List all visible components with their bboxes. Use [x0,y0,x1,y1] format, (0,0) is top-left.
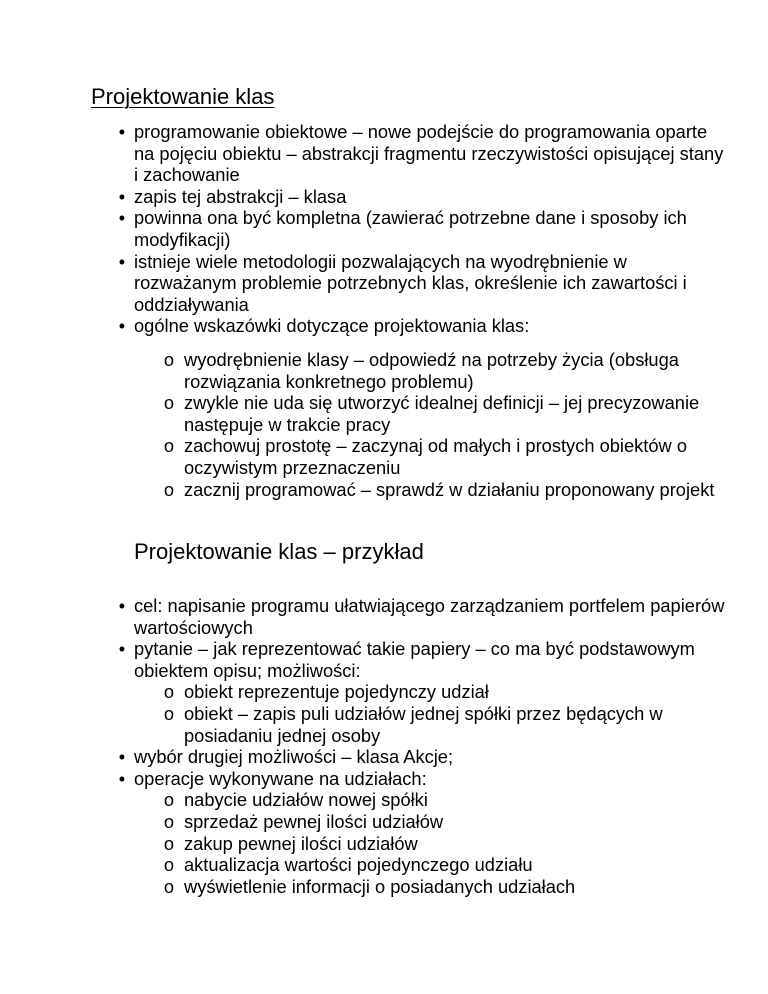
list-item-text: cel: napisanie programu ułatwiającego zarządzaniem portfelem papierów wartościowych [134,595,725,638]
bullet-list [0,121,768,337]
list-item-text: wybór drugiej możliwości – klasa Akcje; [134,746,454,768]
circle-bullet-icon: o [163,702,175,724]
list-item [0,746,768,768]
sub-list-item-text: wyświetlenie informacji o posiadanych udziałach [184,875,576,897]
sub-list-item-text: aktualizacja wartości pojedynczego udziału [184,854,533,876]
sub-list-item-text: zwykle nie uda się utworzyć idealnej definicji – jej precyzowanie następuje w trakcie pracy [184,392,700,435]
section-title: Projektowanie klas – przykład [134,539,424,564]
list-item [0,595,768,638]
bullet-list [0,595,768,897]
circle-bullet-icon: o [163,349,175,370]
sub-list-item-text: obiekt reprezentuje pojedynczy udział [184,681,489,703]
sub-list-item [0,833,728,855]
sub-list-item-text: zakup pewnej ilości udziałów [184,832,418,854]
sub-list-item [0,349,768,392]
bullet-icon: • [118,250,126,272]
sub-list-item [0,876,728,898]
sub-list-item [0,435,768,478]
circle-bullet-icon: o [163,681,175,703]
sub-list-item-text: obiekt – zapis puli udziałów jednej spółki przez będących w posiadaniu jednej osoby [184,702,663,746]
sub-list-item-text: zachowuj prostotę – zaczynaj od małych i prostych obiektów o oczywistym przeznaczeniu [184,435,687,478]
circle-bullet-icon: o [163,832,175,854]
list-item-text: istnieje wiele metodologii pozwalających na wyodrębnienie w rozważanym problemie potrzebnych klas, określenie ich zawartości i oddziaływania [134,250,687,315]
list-item [0,768,768,898]
list-item-text: programowanie obiektowe – nowe podejście do programowania oparte na pojęciu obiektu – abstrakcji fragmentu rzeczywistości opisującej stany i zachowanie [134,121,724,186]
circle-bullet-icon: o [163,810,175,832]
list-item-text: powinna ona być kompletna (zawierać potrzebne dane i sposoby ich modyfikacji) [134,207,687,250]
sub-list-item [0,681,728,703]
list-item-text: zapis tej abstrakcji – klasa [134,185,347,207]
list-item-text: ogólne wskazówki dotyczące projektowania klas: [134,315,530,337]
bullet-icon: • [118,185,126,207]
sub-list-item-text: sprzedaż pewnej ilości udziałów [184,810,444,832]
circle-bullet-icon: o [163,875,175,897]
list-item [0,121,768,186]
sub-list [134,789,728,897]
section-title: Projektowanie klas [91,84,275,109]
sub-list-item-text: wyodrębnienie klasy – odpowiedź na potrzeby życia (obsługa rozwiązania konkretnego problemu) [184,349,679,392]
sub-list-item-text: nabycie udziałów nowej spółki [184,789,428,811]
list-item-text: pytanie – jak reprezentować takie papiery – co ma być podstawowym obiektem opisu; możliwości: [134,638,695,681]
circle-bullet-icon: o [163,854,175,876]
sub-list-item [0,789,728,811]
sub-list-item [0,479,768,501]
sub-list-item [0,392,768,435]
bullet-icon: • [118,767,126,789]
sub-list-item [0,703,728,746]
list-item [0,186,768,208]
list-item [0,315,768,337]
list-item [0,638,768,746]
bullet-icon: • [118,315,126,337]
bullet-icon: • [118,638,126,660]
list-item [0,207,768,250]
circle-bullet-icon: o [163,789,175,811]
list-item-text: operacje wykonywane na udziałach: [134,767,427,789]
bullet-icon: • [118,207,126,229]
sub-list-item [0,811,728,833]
circle-bullet-icon: o [163,435,175,457]
sub-list [0,349,768,500]
bullet-icon: • [118,595,126,616]
list-item [0,251,768,316]
sub-list-item [0,854,728,876]
circle-bullet-icon: o [163,392,175,414]
bullet-icon: • [118,746,126,768]
circle-bullet-icon: o [163,478,175,500]
bullet-icon: • [118,121,126,142]
sub-list [134,681,728,746]
sub-list-item-text: zacznij programować – sprawdź w działaniu proponowany projekt [184,478,715,500]
